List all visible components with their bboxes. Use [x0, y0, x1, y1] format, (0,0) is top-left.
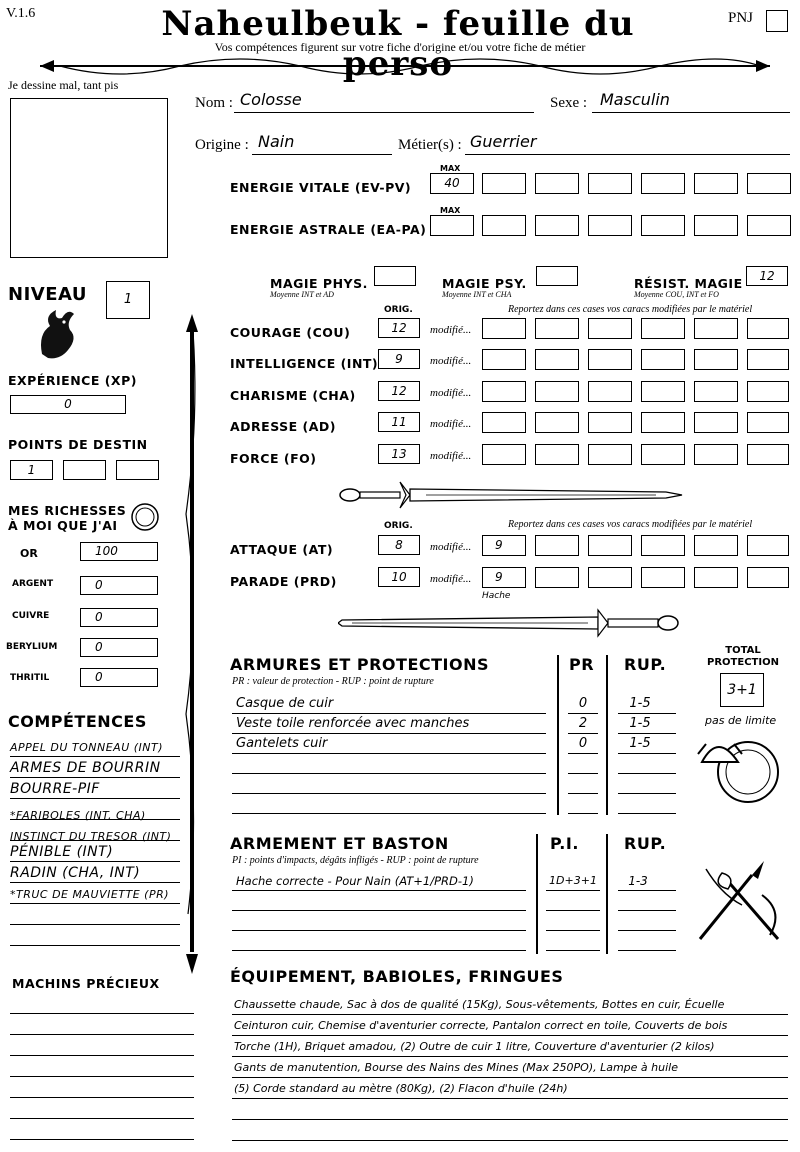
competence-line	[10, 736, 180, 757]
carac-orig-box[interactable]: 12	[378, 381, 420, 401]
experience-label: EXPÉRIENCE (XP)	[8, 373, 137, 388]
ev-max-box[interactable]: 40	[430, 173, 474, 194]
pnj-label: PNJ	[728, 10, 754, 26]
attaque-mod-box[interactable]: 9	[482, 535, 526, 556]
header-vine-ornament	[40, 54, 770, 84]
carac-mod-box[interactable]	[747, 412, 789, 433]
carac-mod-box[interactable]	[694, 381, 738, 402]
carac-mod-box[interactable]	[482, 381, 526, 402]
parade-orig-box[interactable]: 10	[378, 567, 420, 587]
niveau-label: NIVEAU	[8, 284, 87, 305]
equipement-line[interactable]: (5) Corde standard au mètre (80Kg), (2) Flacon d'huile (24h)	[234, 1082, 568, 1095]
ea-label: ENERGIE ASTRALE (EA-PA)	[230, 222, 427, 237]
total-label-1: TOTAL	[725, 645, 761, 656]
sexe-label: Sexe :	[550, 95, 588, 111]
ea-track-box[interactable]	[641, 215, 685, 236]
competence-item[interactable]: PÉNIBLE (INT)	[10, 844, 114, 860]
modifie-label: modifié...	[430, 418, 472, 430]
equipement-line[interactable]: Chaussette chaude, Sac à dos de qualité (15Kg), Sous-vêtements, Bottes en cuir, Écuelle	[234, 998, 725, 1011]
machins-lines[interactable]	[10, 995, 194, 1145]
destin-label: POINTS DE DESTIN	[8, 437, 148, 452]
carac-mod-box[interactable]	[694, 349, 738, 370]
attaque-mod-box[interactable]	[535, 535, 579, 556]
destin-box[interactable]: 1	[10, 460, 53, 480]
ea-max-box[interactable]	[430, 215, 474, 236]
nom-label: Nom :	[195, 95, 233, 111]
attaque-mod-box[interactable]	[641, 535, 685, 556]
carac-label: COURAGE (COU)	[230, 325, 351, 340]
ea-track-box[interactable]	[747, 215, 791, 236]
carac-mod-box[interactable]	[588, 412, 632, 433]
carac-mod-box[interactable]	[588, 349, 632, 370]
resist-magie-label: RÉSIST. MAGIE	[634, 276, 743, 291]
ea-track-box[interactable]	[588, 215, 632, 236]
competence-line	[10, 925, 180, 946]
dragon-icon	[34, 304, 78, 362]
attaque-orig-box[interactable]: 8	[378, 535, 420, 555]
carac-mod-box[interactable]	[535, 412, 579, 433]
armures-title: ARMURES ET PROTECTIONS	[230, 655, 489, 674]
carac-mod-box[interactable]	[694, 318, 738, 339]
parade-mod-box[interactable]	[588, 567, 632, 588]
magie-psy-box[interactable]	[536, 266, 578, 286]
magie-psy-label: MAGIE PSY.	[442, 276, 527, 291]
competence-item[interactable]: BOURRE-PIF	[10, 781, 100, 797]
ea-track-box[interactable]	[535, 215, 579, 236]
modifie-label: modifié...	[430, 450, 472, 462]
combat-note: Reportez dans ces cases vos caracs modifiées par le matériel	[508, 519, 753, 530]
armement-title: ARMEMENT ET BASTON	[230, 834, 449, 853]
competence-item[interactable]: RADIN (CHA, INT)	[10, 865, 141, 881]
caracs-table	[230, 318, 790, 478]
carac-mod-box[interactable]	[588, 318, 632, 339]
ea-track-box[interactable]	[482, 215, 526, 236]
limit-note: pas de limite	[705, 714, 777, 727]
metier-label: Métier(s) :	[398, 137, 462, 153]
richesses-label-2: À MOI QUE J'AI	[8, 518, 118, 533]
parade-mod-box[interactable]	[641, 567, 685, 588]
modifie-label: modifié...	[430, 324, 472, 336]
armures-pr-header: PR	[569, 655, 595, 674]
coin-icon	[130, 502, 160, 532]
ev-track-box[interactable]	[747, 173, 791, 194]
armement-col-divider	[536, 834, 538, 954]
carac-mod-box[interactable]	[747, 349, 789, 370]
arme-rup[interactable]: 1-3	[628, 874, 648, 888]
total-label-2: PROTECTION	[707, 657, 779, 668]
armure-name[interactable]: Veste toile renforcée avec manches	[236, 716, 470, 731]
competence-line	[10, 862, 180, 883]
carac-mod-box[interactable]	[641, 412, 685, 433]
cuivre-box[interactable]: 0	[80, 608, 158, 627]
berylium-label: BERYLIUM	[6, 642, 58, 652]
carac-mod-box[interactable]	[641, 381, 685, 402]
armure-name[interactable]: Casque de cuir	[236, 696, 334, 711]
sexe-value[interactable]: Masculin	[600, 90, 670, 109]
carac-mod-box[interactable]	[482, 412, 526, 433]
carac-mod-box[interactable]	[747, 381, 789, 402]
sword-divider-icon	[338, 608, 683, 638]
metier-underline	[465, 154, 790, 155]
niveau-box[interactable]: 1	[106, 281, 150, 319]
carac-orig-box[interactable]: 13	[378, 444, 420, 464]
argent-box[interactable]: 0	[80, 576, 158, 595]
pnj-checkbox[interactable]	[766, 10, 788, 32]
carac-mod-box[interactable]	[482, 444, 526, 465]
or-box[interactable]: 100	[80, 542, 158, 561]
ev-track-box[interactable]	[588, 173, 632, 194]
caracs-note: Reportez dans ces cases vos caracs modifiées par le matériel	[508, 304, 753, 315]
equipement-line[interactable]: Gants de manutention, Bourse des Nains des Mines (Max 250PO), Lampe à huile	[234, 1061, 678, 1074]
carac-label: INTELLIGENCE (INT)	[230, 356, 379, 371]
magie-phys-box[interactable]	[374, 266, 416, 286]
resist-magie-note: Moyenne COU, INT et FO	[634, 290, 719, 299]
origine-label: Origine :	[195, 137, 249, 153]
equipement-line[interactable]: Ceinturon cuir, Chemise d'aventurier correcte, Pantalon correct en toile, Couverts de bois	[234, 1019, 728, 1032]
argent-label: ARGENT	[12, 579, 54, 589]
competence-item[interactable]: APPEL DU TONNEAU (INT)	[10, 741, 164, 754]
armement-rup-header: RUP.	[624, 834, 667, 853]
armures-note: PR : valeur de protection - RUP : point de rupture	[232, 676, 434, 687]
portrait-frame[interactable]	[10, 98, 168, 258]
armement-col-divider	[606, 834, 608, 954]
competence-item[interactable]: INSTINCT DU TRESOR (INT)	[10, 830, 172, 843]
carac-mod-box[interactable]	[588, 444, 632, 465]
carac-mod-box[interactable]	[588, 381, 632, 402]
destin-box[interactable]	[116, 460, 159, 480]
competence-item[interactable]: ARMES DE BOURRIN	[10, 760, 161, 776]
competence-line	[10, 841, 180, 862]
armure-pr[interactable]: 0	[578, 696, 588, 711]
equipement-line[interactable]: Torche (1H), Briquet amadou, (2) Outre de cuir 1 litre, Couverture d'aventurier (2 kilos)	[234, 1040, 715, 1053]
weapons-icon	[692, 855, 786, 945]
equipement-title: ÉQUIPEMENT, BABIOLES, FRINGUES	[230, 967, 564, 986]
armure-rup[interactable]: 1-5	[629, 716, 651, 731]
parade-mod-box[interactable]	[747, 567, 789, 588]
or-label: OR	[20, 547, 38, 560]
attaque-mod-box[interactable]	[747, 535, 789, 556]
total-protection-box[interactable]: 3+1	[720, 673, 764, 707]
competence-line	[10, 883, 180, 904]
parade-mod-box[interactable]	[535, 567, 579, 588]
carac-orig-box[interactable]: 9	[378, 349, 420, 369]
carac-mod-box[interactable]	[641, 349, 685, 370]
magie-phys-note: Moyenne INT et AD	[270, 290, 334, 299]
armure-rup[interactable]: 1-5	[629, 696, 651, 711]
carac-mod-box[interactable]	[535, 318, 579, 339]
equipement-lines	[232, 996, 790, 1146]
staff-ornament	[180, 314, 204, 974]
modifie-label: modifié...	[430, 573, 472, 585]
carac-mod-box[interactable]	[641, 444, 685, 465]
competence-line	[10, 904, 180, 925]
carac-label: ADRESSE (AD)	[230, 419, 337, 434]
carac-mod-box[interactable]	[482, 349, 526, 370]
modifie-label: modifié...	[430, 355, 472, 367]
nom-underline	[234, 112, 534, 113]
competence-line	[10, 778, 180, 799]
armures-col-divider	[606, 655, 608, 815]
attaque-label: ATTAQUE (AT)	[230, 542, 334, 557]
attaque-mod-box[interactable]	[694, 535, 738, 556]
carac-label: CHARISME (CHA)	[230, 388, 356, 403]
carac-orig-box[interactable]: 11	[378, 412, 420, 432]
sexe-underline	[592, 112, 790, 113]
carac-mod-box[interactable]	[747, 318, 789, 339]
carac-mod-box[interactable]	[535, 444, 579, 465]
sheet-subtitle: Vos compétences figurent sur votre fiche d'origine et/ou votre fiche de métier	[214, 40, 586, 54]
caracs-orig-label: ORIG.	[384, 305, 413, 315]
ev-track-box[interactable]	[482, 173, 526, 194]
competence-item[interactable]: *TRUC DE MAUVIETTE (PR)	[10, 888, 170, 901]
sword-divider-icon	[336, 480, 686, 510]
arme-name[interactable]: Hache correcte - Pour Nain (AT+1/PRD-1)	[236, 874, 474, 888]
ev-track-box[interactable]	[641, 173, 685, 194]
ev-max-label: MAX	[440, 164, 461, 173]
carac-mod-box[interactable]	[747, 444, 789, 465]
carac-mod-box[interactable]	[694, 412, 738, 433]
carac-mod-box[interactable]	[535, 381, 579, 402]
origine-underline	[252, 154, 392, 155]
armure-name[interactable]: Gantelets cuir	[236, 736, 328, 751]
berylium-box[interactable]: 0	[80, 638, 158, 657]
destin-box[interactable]	[63, 460, 106, 480]
parade-mod-box[interactable]	[694, 567, 738, 588]
origine-value[interactable]: Nain	[258, 132, 295, 151]
competence-line	[10, 799, 180, 820]
carac-mod-box[interactable]	[641, 318, 685, 339]
parade-mod-box[interactable]: 9	[482, 567, 526, 588]
thritil-label: THRITIL	[10, 673, 50, 683]
magie-psy-note: Moyenne INT et CHA	[442, 290, 512, 299]
ev-track-box[interactable]	[535, 173, 579, 194]
sheet-title: Naheulbeuk - feuille du perso	[161, 4, 635, 84]
competence-line	[10, 820, 180, 841]
armement-pi-header: P.I.	[550, 834, 579, 853]
competence-item[interactable]: *FARIBOLES (INT, CHA)	[10, 809, 146, 822]
carac-mod-box[interactable]	[482, 318, 526, 339]
richesses-label-1: MES RICHESSES	[8, 503, 127, 518]
armures-col-divider	[557, 655, 559, 815]
carac-orig-box[interactable]: 12	[378, 318, 420, 338]
parade-label: PARADE (PRD)	[230, 574, 337, 589]
metier-value[interactable]: Guerrier	[470, 132, 537, 151]
cuivre-label: CUIVRE	[12, 611, 50, 621]
armure-pr[interactable]: 2	[578, 716, 588, 731]
thritil-box[interactable]: 0	[80, 668, 158, 687]
armure-rup[interactable]: 1-5	[629, 736, 651, 751]
competence-line	[10, 757, 180, 778]
armement-note: PI : points d'impacts, dégâts infligés - RUP : point de rupture	[232, 855, 479, 866]
machins-label: MACHINS PRÉCIEUX	[12, 976, 160, 991]
carac-label: FORCE (FO)	[230, 451, 317, 466]
modifie-label: modifié...	[430, 541, 472, 553]
magie-phys-label: MAGIE PHYS.	[270, 276, 368, 291]
carac-mod-box[interactable]	[535, 349, 579, 370]
competences-label: COMPÉTENCES	[8, 712, 147, 731]
version-label: V.1.6	[6, 6, 36, 21]
ev-label: ENERGIE VITALE (EV-PV)	[230, 180, 412, 195]
carac-mod-box[interactable]	[694, 444, 738, 465]
experience-box[interactable]: 0	[10, 395, 126, 414]
portrait-caption: Je dessine mal, tant pis	[8, 78, 119, 92]
modifie-label: modifié...	[430, 387, 472, 399]
resist-magie-box[interactable]: 12	[746, 266, 788, 286]
armure-pr[interactable]: 0	[578, 736, 588, 751]
ev-track-box[interactable]	[694, 173, 738, 194]
hache-note: Hache	[482, 591, 511, 601]
arme-pi[interactable]: 1D+3+1	[549, 874, 597, 887]
armures-rup-header: RUP.	[624, 655, 667, 674]
combat-orig-label: ORIG.	[384, 521, 413, 531]
nom-value[interactable]: Colosse	[240, 90, 302, 109]
helmet-shield-icon	[696, 726, 782, 810]
ea-max-label: MAX	[440, 206, 461, 215]
attaque-mod-box[interactable]	[588, 535, 632, 556]
ea-track-box[interactable]	[694, 215, 738, 236]
